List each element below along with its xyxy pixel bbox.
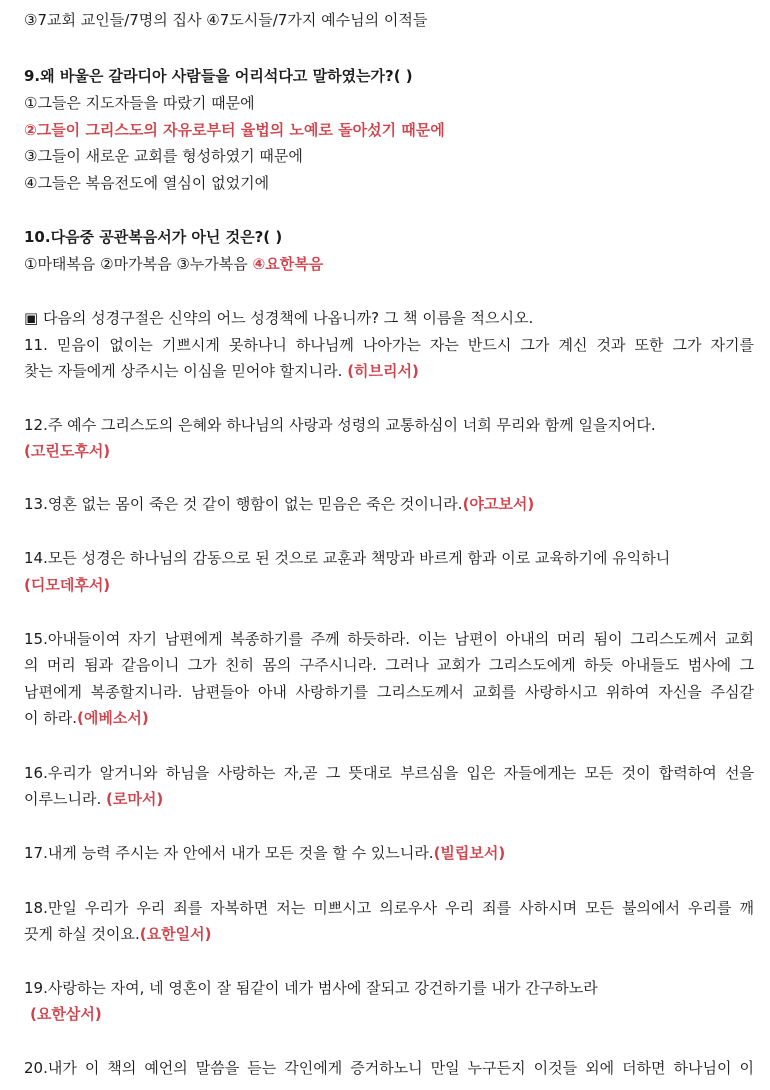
q17-text: 17.내게 능력 주시는 자 안에서 내가 모든 것을 할 수 있느니라. [24, 844, 434, 862]
q19-line-1: 19.사랑하는 자여, 네 영혼이 잘 됨같이 네가 범사에 잘되고 강건하기를 내가 간구하노라 [24, 979, 598, 997]
q15-text-end: 이 하라. [24, 709, 78, 727]
q20-line-1: 20.내가 이 책의 예언의 말씀을 듣는 각인에게 증거하노니 만일 누구든지 이것들 외에 더하면 하나님이 이 [24, 1059, 754, 1077]
q10-options-plain: ①마태복음 ②마가복음 ③누가복음 [24, 255, 253, 273]
q15-line-2: 의 머리 됨과 같음이니 그가 친히 몸의 구주시니라. 그러나 교회가 그리스도에게 하듯 아내들도 범사에 그 [24, 656, 754, 674]
q15-line-3: 남편에게 복종할지니라. 남편들아 아내 사랑하기를 그리스도께서 교회를 사랑하시고 위하여 자신을 주심같 [24, 683, 754, 701]
q11-line-2 [24, 361, 754, 381]
q9-option-4: ④그들은 복음전도에 열심이 없었기에 [24, 174, 270, 192]
q16-answer: (로마서) [106, 790, 164, 808]
q14-line-1: 14.모든 성경은 하나님의 감동으로 된 것으로 교훈과 책망과 바르게 함과 이로 교육하기에 유익하니 [24, 549, 671, 567]
q9-option-3: ③그들이 새로운 교회를 형성하였기 때문에 [24, 147, 303, 165]
q10-options [24, 254, 754, 274]
q12-line-1: 12.주 예수 그리스도의 은혜와 하나님의 사랑과 성령의 교통하심이 너희 무리와 함께 일을지어다. [24, 416, 656, 434]
q18-line-1: 18.만일 우리가 우리 죄를 자복하면 저는 미쁘시고 의로우사 우리 죄를 사하시며 모든 불의에서 우리를 깨 [24, 899, 754, 917]
q16-text-end: 이루느니라. [24, 790, 106, 808]
q13-answer: (야고보서) [462, 495, 535, 513]
section-instruction: ▣ 다음의 성경구절은 신약의 어느 성경책에 나옵니까? 그 책 이름을 적으시오. [24, 309, 534, 327]
q14-answer: (디모데후서) [24, 576, 111, 594]
q15-line-1: 15.아내들이여 자기 남편에게 복종하기를 주께 하듯하라. 이는 남편이 아내의 머리 됨이 그리스도께서 교회 [24, 630, 754, 648]
q16-line-2 [24, 789, 754, 809]
q11-line-1: 11. 믿음이 없이는 기쁘시게 못하나니 하나님께 나아가는 자는 반드시 그가 계신 것과 또한 그가 자기를 [24, 336, 754, 354]
q9-option-1: ①그들은 지도자들을 따랐기 때문에 [24, 94, 255, 112]
q11-text-end: 찾는 자들에게 상주시는 이심을 믿어야 할지니라. [24, 362, 348, 380]
q8-options-line: ③7교회 교인들/7명의 집사 ④7도시들/7가지 예수님의 이적들 [24, 11, 428, 29]
q13-line-1 [24, 494, 754, 514]
q15-answer: (에베소서) [77, 709, 149, 727]
q10-title: 10.다음중 공관복음서가 아닌 것은?( ) [24, 228, 283, 246]
q12-answer: (고린도후서) [24, 442, 111, 460]
q13-text: 13.영혼 없는 몸이 죽은 것 같이 행함이 없는 믿음은 죽은 것이니라. [24, 495, 463, 513]
q9-title: 9.왜 바울은 갈라디아 사람들을 어리석다고 말하였는가?( ) [24, 67, 413, 85]
q18-answer: (요한일서) [139, 925, 212, 943]
q17-answer: (빌립보서) [433, 844, 506, 862]
q18-text-end: 끗게 하실 것이요. [24, 925, 140, 943]
q19-answer: (요한삼서) [30, 1005, 102, 1023]
q10-answer: ④요한복음 [252, 255, 324, 273]
q17-line-1 [24, 843, 754, 863]
q11-answer: (히브리서) [347, 362, 419, 380]
q15-line-4 [24, 708, 754, 728]
q9-option-2-answer: ②그들이 그리스도의 자유로부터 율법의 노예로 돌아섰기 때문에 [24, 121, 445, 139]
q18-line-2 [24, 924, 754, 944]
q16-line-1: 16.우리가 알거니와 하님을 사랑하는 자,곧 그 뜻대로 부르심을 입은 자들에게는 모든 것이 합력하여 선을 [24, 764, 754, 782]
